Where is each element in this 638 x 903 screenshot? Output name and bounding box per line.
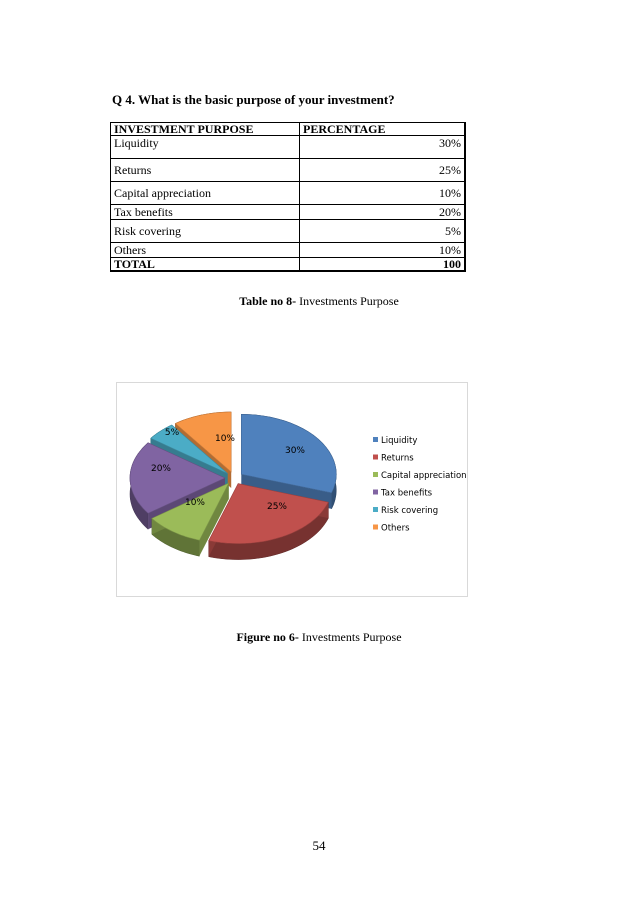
total-value: 100 <box>300 258 466 272</box>
question-text: Q 4. What is the basic purpose of your investment? <box>112 92 395 107</box>
total-label: TOTAL <box>111 258 300 272</box>
table-row <box>111 243 466 258</box>
legend-swatch <box>373 525 378 530</box>
legend-swatch <box>373 455 378 460</box>
row-purpose: Returns <box>111 159 300 182</box>
table-caption-text: Investments Purpose <box>296 294 399 308</box>
pie-chart-canvas <box>117 383 469 598</box>
investment-purpose-table <box>110 122 466 272</box>
row-purpose: Tax benefits <box>111 205 300 220</box>
legend-entry: Liquidity <box>381 436 418 446</box>
data-label: 25% <box>266 502 288 512</box>
table-total-row <box>111 258 466 272</box>
table-row <box>111 182 466 205</box>
figure-caption-text: Investments Purpose <box>298 630 402 644</box>
legend-swatch <box>373 437 378 442</box>
legend-entry: Risk covering <box>381 506 439 516</box>
table-row <box>111 136 466 159</box>
figure-caption-prefix: Figure no 6- <box>236 630 299 644</box>
page-number: 54 <box>312 838 326 853</box>
legend-swatch <box>373 507 378 512</box>
table-caption <box>0 294 638 309</box>
row-percentage: 20% <box>300 205 466 220</box>
row-percentage: 10% <box>300 182 466 205</box>
row-purpose: Risk covering <box>111 220 300 243</box>
row-purpose: Capital appreciation <box>111 182 300 205</box>
row-percentage: 5% <box>300 220 466 243</box>
header-percentage: PERCENTAGE <box>300 123 466 136</box>
legend-entry: Capital appreciation <box>381 471 467 481</box>
row-purpose: Liquidity <box>111 136 300 159</box>
data-label: 5% <box>164 428 180 438</box>
table-row <box>111 159 466 182</box>
figure-caption <box>0 630 638 645</box>
legend-entry: Others <box>381 523 410 534</box>
table-row <box>111 205 466 220</box>
row-purpose: Others <box>111 243 300 258</box>
row-percentage: 25% <box>300 159 466 182</box>
header-purpose: INVESTMENT PURPOSE <box>111 123 300 136</box>
legend-swatch <box>373 472 378 477</box>
row-percentage: 30% <box>300 136 466 159</box>
legend-entry: Tax benefits <box>381 488 433 499</box>
table-header-row <box>111 123 466 136</box>
data-label: 10% <box>214 434 236 444</box>
data-label: 10% <box>184 498 206 508</box>
table-row <box>111 220 466 243</box>
data-label: 20% <box>150 464 172 474</box>
pie-chart <box>116 382 468 597</box>
legend-swatch <box>373 490 378 495</box>
table-caption-prefix: Table no 8- <box>239 294 297 308</box>
data-label: 30% <box>284 446 306 456</box>
legend-entry: Returns <box>381 453 414 464</box>
row-percentage: 10% <box>300 243 466 258</box>
